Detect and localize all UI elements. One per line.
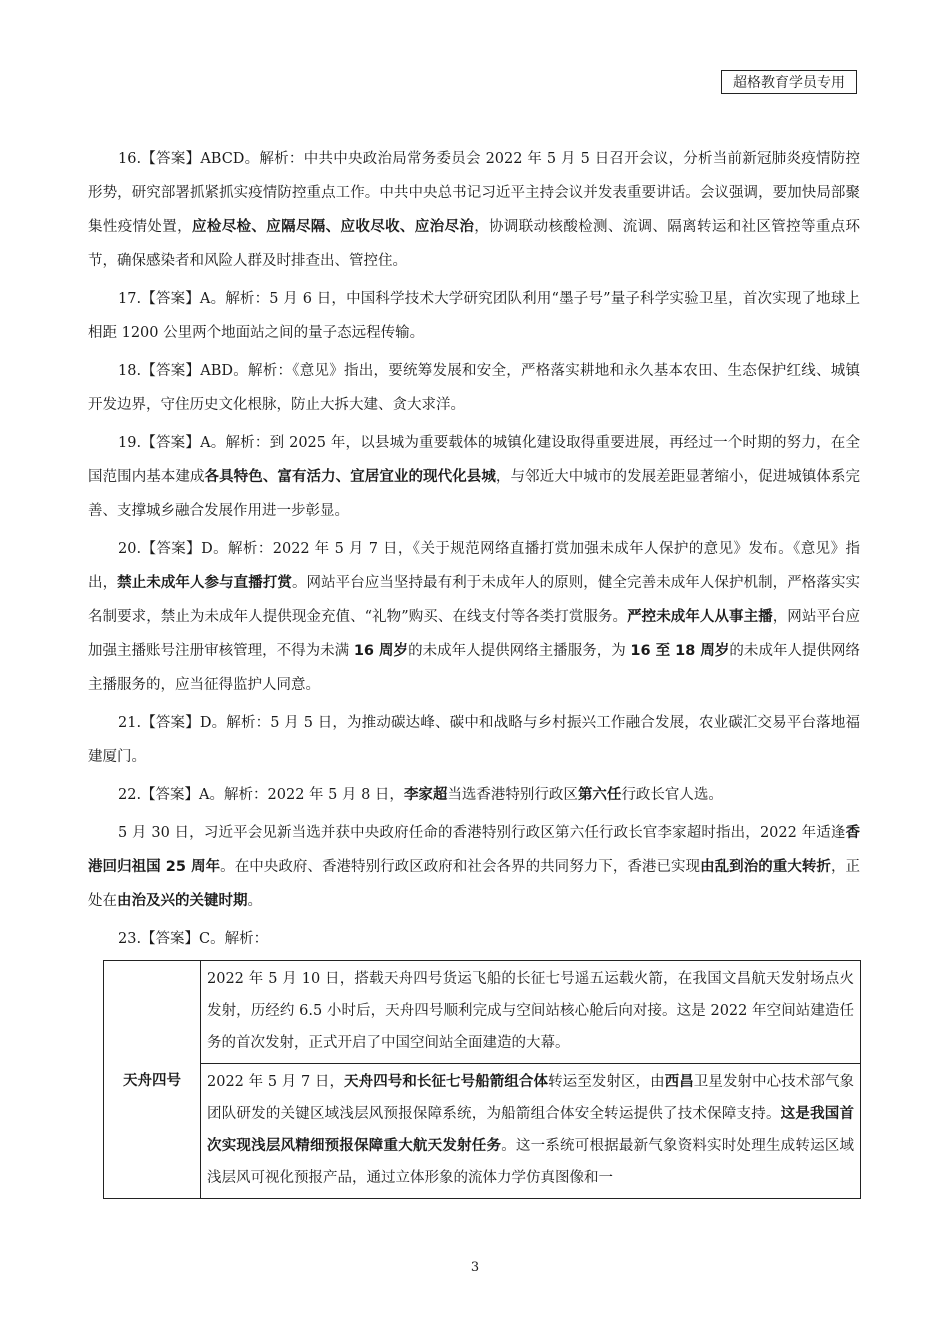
answer-paragraph [88, 778, 860, 812]
text-run: ，网站平台应加强主播账号注册审核管理，不得为未满 [88, 609, 861, 659]
text-run: 23.【答案】C。解析： [118, 931, 269, 947]
answer-content [88, 142, 860, 1199]
bold-text: 由乱到治的重大转折 [700, 859, 831, 875]
text-run: 16.【答案】ABCD。解析：中共中央政治局常务委员会 2022 年 5 月 5 日召开会议，分析当前新冠肺炎疫情防控形势，研究部署抓紧抓实疫情防控重点工作。中共中央总书记习近平主持会议并发表重要讲话。会议强调，要加快局部聚集性疫情处置， [88, 151, 860, 235]
text-run: 5 月 30 日，习近平会见新当选并获中央政府任命的香港特别行政区第六任行政长官李家超时指出，2022 年适逢 [118, 825, 846, 841]
text-run: 17.【答案】A。解析：5 月 6 日，中国科学技术大学研究团队利用“墨子号”量子科学实验卫星，首次实现了地球上相距 1200 公里两个地面站之间的量子态远程传输。 [88, 291, 860, 341]
text-run: 行政长官人选。 [621, 787, 723, 803]
answer-paragraph [88, 354, 860, 422]
bold-text: 天舟四号和长征七号船箭组合体 [344, 1074, 549, 1090]
text-run: 。这一系统可根据最新气象资料实时处理生成转运区域浅层风可视化预报产品，通过立体形象的流体力学仿真图像和一 [207, 1138, 854, 1186]
text-run: 的未成年人提供网络主播服务，为 [408, 643, 631, 659]
bold-text: 由治及兴的关键时期 [117, 893, 248, 909]
bold-text: 李家超 [403, 787, 448, 803]
answer-paragraph [88, 922, 860, 956]
answer-paragraph [88, 426, 860, 528]
text-run: 的未成年人提供网络主播服务的，应当征得监护人同意。 [88, 643, 861, 693]
bold-text: 这是我国首次实现浅层风精细预报保障重大航天发射任务 [207, 1106, 855, 1154]
page-number: 3 [470, 1260, 480, 1275]
text-run: 21.【答案】D。解析：5 月 5 日，为推动碳达峰、碳中和战略与乡村振兴工作融合发展，农业碳汇交易平台落地福建厦门。 [88, 715, 860, 765]
text-run: 当选香港特别行政区 [447, 787, 578, 803]
bold-text: 16 周岁 [353, 643, 409, 659]
text-run: 转运至发射区，由 [548, 1074, 665, 1090]
text-run: 20.【答案】D。解析：2022 年 5 月 7 日，《关于规范网络直播打赏加强未成年人保护的意见》发布。《意见》指出， [88, 541, 860, 591]
text-run: 。 [247, 893, 262, 909]
text-run: 2022 年 5 月 10 日，搭载天舟四号货运飞船的长征七号遥五运载火箭，在我国文昌航天发射场点火发射，历经约 6.5 小时后，天舟四号顺利完成与空间站核心舱后向对接。这是 2022 年空间站建造任务的首次发射，正式开启了中国空间站全面建造的大幕。 [207, 971, 854, 1051]
bold-text: 应检尽检、应隔尽隔、应收尽收、应治尽治 [191, 219, 475, 235]
text-run: ，正处在 [88, 859, 861, 909]
answer-paragraph [88, 816, 860, 918]
bold-text: 第六任 [577, 787, 622, 803]
text-run: 卫星发射中心技术部气象团队研发的关键区域浅层风预报保障系统，为船箭组合体安全转运提供了技术保障支持。 [207, 1074, 855, 1122]
text-run: 2022 年 5 月 7 日， [207, 1074, 345, 1090]
bold-text: 香港回归祖国 25 周年 [88, 825, 860, 875]
text-run: ，与邻近大中城市的发展差距显著缩小，促进城镇体系完善、支撑城乡融合发展作用进一步彰显。 [88, 469, 861, 519]
answer-paragraph [88, 706, 860, 774]
bold-text: 西昌 [664, 1074, 694, 1090]
bold-text: 各具特色、富有活力、宜居宜业的现代化县城 [204, 469, 496, 485]
table-row-header: 天舟四号 [104, 961, 201, 1199]
text-run: 。在中央政府、香港特别行政区政府和社会各界的共同努力下，香港已实现 [220, 859, 701, 875]
text-run: 。网站平台应当坚持最有利于未成年人的原则，健全完善未成年人保护机制，严格落实实名制要求，禁止为未成年人提供现金充值、“礼物”购买、在线支付等各类打赏服务。 [88, 575, 861, 625]
text-run: 19.【答案】A。解析：到 2025 年，以县城为重要载体的城镇化建设取得重要进展，再经过一个时期的努力，在全国范围内基本建成 [88, 435, 860, 485]
bold-text: 16 至 18 周岁 [630, 643, 730, 659]
table-cell [201, 1064, 861, 1199]
answer-paragraph [88, 142, 860, 278]
answer-paragraph [88, 282, 860, 350]
table-cell [201, 961, 861, 1064]
text-run: ，协调联动核酸检测、流调、隔离转运和社区管控等重点环节，确保感染者和风险人群及时排查出、管控住。 [88, 219, 861, 269]
text-run: 18.【答案】ABD。解析：《意见》指出，要统筹发展和安全，严格落实耕地和永久基本农田、生态保护红线、城镇开发边界，守住历史文化根脉，防止大拆大建、贪大求洋。 [88, 363, 860, 413]
header-label: 超格教育学员专用 [721, 70, 857, 94]
text-run: 22.【答案】A。解析：2022 年 5 月 8 日， [118, 787, 404, 803]
table-row [104, 961, 861, 1064]
answer-table [103, 960, 861, 1199]
answer-paragraph [88, 532, 860, 702]
bold-text: 严控未成年人从事主播 [627, 609, 773, 625]
table-row [104, 1064, 861, 1199]
bold-text: 禁止未成年人参与直播打赏 [117, 575, 292, 591]
